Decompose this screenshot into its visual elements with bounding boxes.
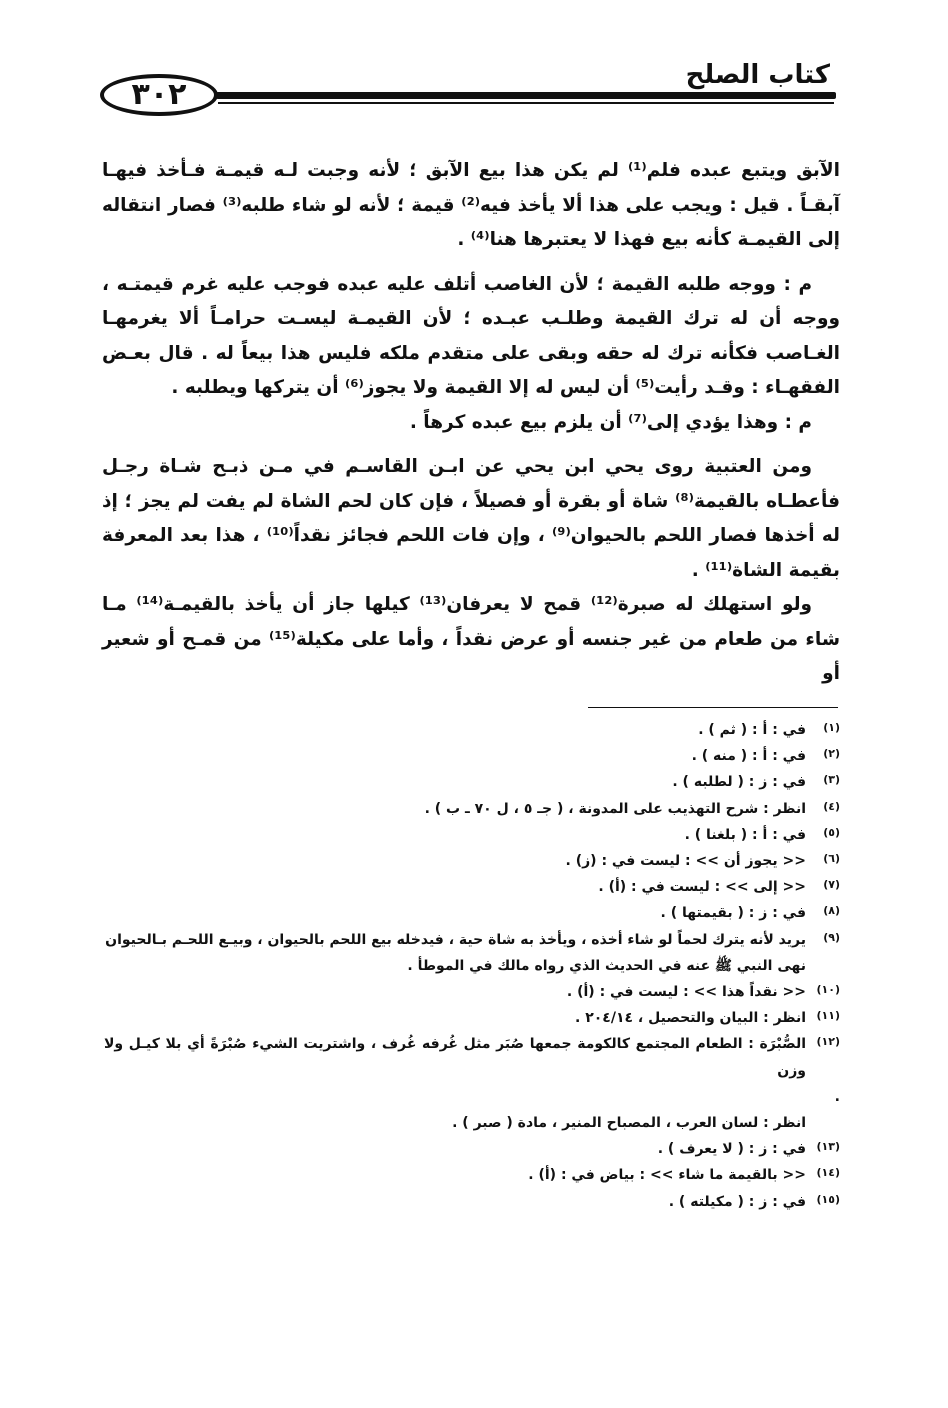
header-rule-thin bbox=[218, 102, 834, 104]
footnote-text: في : ز : ( مكيلته ) . bbox=[668, 1193, 806, 1210]
footnote-text: << بالقيمة ما شاء >> : بياض في : (أ) . bbox=[528, 1167, 806, 1184]
footnote-number: (١٠) bbox=[816, 983, 840, 997]
paragraph: ولو استهلك له صبرة⁽¹²⁾ قمح لا يعرفان⁽¹³⁾ كيلها جاز أن يأخذ بالقيمـة⁽¹⁴⁾ مـا شاء من طعام من غير جنسه أو عرض نقداً ، وأما على مكيلة⁽¹⁵⁾ من قمـح أو شعير أو bbox=[102, 594, 841, 684]
footnote-number: (٨) bbox=[823, 904, 840, 918]
footnote-text: في : ز : ( لطلبه ) . bbox=[672, 774, 806, 791]
footnote-text: في : أ : ( بلغنا ) . bbox=[684, 826, 806, 843]
footnote-text: انظر : البيان والتحصيل ، ٢٠٤/١٤ . bbox=[575, 1010, 806, 1027]
paragraph: الآبق ويتبع عبده فلم⁽¹⁾ لم يكن هذا بيع الآبق ؛ لأنه وجبت لـه قيمـة فـأخذ فيهـا آبقـاً . قيل : ويجب على هذا ألا يأخذ فيه⁽²⁾ قيمة ؛ لأنه لو شاء طلبه⁽³⁾ فصار انتقاله إلى القيمـة كأنه بيع فهذا لا يعتبرها هنا⁽⁴⁾ . bbox=[102, 160, 841, 250]
footnote-number: (٢) bbox=[823, 747, 840, 761]
footnote-number: (٦) bbox=[823, 852, 840, 866]
footnote bbox=[104, 979, 840, 1005]
footnote-number: (٣) bbox=[823, 773, 840, 787]
footnote bbox=[104, 848, 840, 874]
paragraph: ومن العتبية روى يحي ابن يحي عن ابـن القاسـم في مـن ذبـح شـاة رجـل فأعطـاه بالقيمة⁽⁸⁾ شاة أو بقرة أو فصيلاً ، فإن كان لحم الشاة لم يفت لم يجز ؛ إذ له أخذها فصار اللحم بالحيوان⁽⁹⁾ ، وإن فات اللحم فجائز نقداً⁽¹⁰⁾ ، هذا بعد المعرفة بقيمة الشاة⁽¹¹⁾ . bbox=[102, 456, 840, 581]
footnote bbox=[104, 927, 840, 953]
footnote bbox=[104, 796, 840, 822]
footnote bbox=[104, 1189, 840, 1215]
footnote bbox=[104, 717, 840, 743]
footnote bbox=[104, 900, 840, 926]
footnote-number: (١١) bbox=[816, 1009, 840, 1023]
header-rule bbox=[216, 92, 836, 99]
footnote-number: (١٣) bbox=[816, 1140, 840, 1154]
footnote-number: (١) bbox=[823, 721, 840, 734]
footnote-text: << يجوز أن >> : ليست في : (ز) . bbox=[565, 853, 806, 870]
footnote-text: في : ز : ( لا يعرف ) . bbox=[657, 1141, 806, 1158]
footnote-text: الصُّبْرَة : الطعام المجتمع كالكومة جمعها صُبَر مثل غُرفه غُرف ، واشتريت الشيء صُبْرَةً أي بلا كيـل ولا وزن bbox=[104, 1036, 806, 1079]
footnote-continuation-dot: . bbox=[834, 1088, 840, 1105]
paragraph: م : ووجه طلبه القيمة ؛ لأن الغاصب أتلف عليه عبده فوجب عليه غرم قيمتـه ، ووجه أن له ترك القيمة وطلـب عبـده ؛ لأن القيمـة ليسـت حرامـاً ألا يغرمهـا الغـاصب فكأنه ترك له حقه وبقى على متقدم ملكه فليس هذا بيعاً له . قال بعـض الفقهـاء : وقـد رأيت⁽⁵⁾ أن ليس له إلا القيمة ولا يجوز⁽⁶⁾ أن يتركها ويطلبه . bbox=[102, 273, 840, 398]
footnote-separator bbox=[588, 707, 838, 708]
footnote-number: (١٢) bbox=[816, 1035, 840, 1049]
footnote-text: في : أ : ( ثم ) . bbox=[698, 722, 806, 738]
page-number: ٣٠٢ bbox=[131, 77, 187, 112]
footnote-number: (١٥) bbox=[816, 1192, 840, 1206]
footnote bbox=[104, 822, 840, 848]
footnote bbox=[104, 1136, 840, 1162]
footnote-number: (٩) bbox=[823, 930, 840, 944]
book-title: كتاب الصلح bbox=[685, 60, 830, 90]
footnotes bbox=[104, 717, 840, 1215]
footnote-text: << إلى >> : ليست في : (أ) . bbox=[598, 879, 806, 896]
footnote bbox=[104, 1031, 840, 1083]
footnote-text: يريد لأنه يترك لحماً لو شاء أخذه ، ويأخذ به شاة حية ، فيدخله بيع اللحم بالحيوان ، وبيـع اللحـم بـالحيوان bbox=[105, 931, 806, 948]
footnote bbox=[104, 874, 840, 900]
footnote-text: << نقداً هذا >> : ليست في : (أ) . bbox=[566, 984, 806, 1001]
footnote-number: (٧) bbox=[823, 878, 840, 892]
paragraph: م : وهذا يؤدي إلى⁽⁷⁾ أن يلزم بيع عبده كرهاً . bbox=[409, 411, 812, 433]
footnote bbox=[104, 1162, 840, 1188]
page-number-oval bbox=[100, 74, 218, 116]
footnote bbox=[104, 769, 840, 795]
footnote-continuation: نهى النبي ﷺ عنه في الحديث الذي رواه مالك في الموطأ . bbox=[407, 957, 806, 974]
page-header bbox=[100, 62, 840, 122]
footnote bbox=[104, 1005, 840, 1031]
footnote-number: (٤) bbox=[823, 799, 840, 813]
footnote-text: انظر : شرح التهذيب على المدونة ، ( جـ ٥ ، ل ٧٠ ـ ب ) . bbox=[424, 800, 806, 817]
body-text bbox=[102, 154, 840, 692]
footnote bbox=[104, 743, 840, 769]
footnote-number: (١٤) bbox=[816, 1166, 840, 1180]
footnote-continuation: انظر : لسان العرب ، المصباح المنير ، مادة ( صبر ) . bbox=[452, 1115, 806, 1132]
footnote-number: (٥) bbox=[823, 825, 840, 839]
footnote-text: في : أ : ( منه ) . bbox=[691, 748, 806, 765]
footnote-text: في : ز : ( بقيمتها ) . bbox=[660, 905, 806, 922]
